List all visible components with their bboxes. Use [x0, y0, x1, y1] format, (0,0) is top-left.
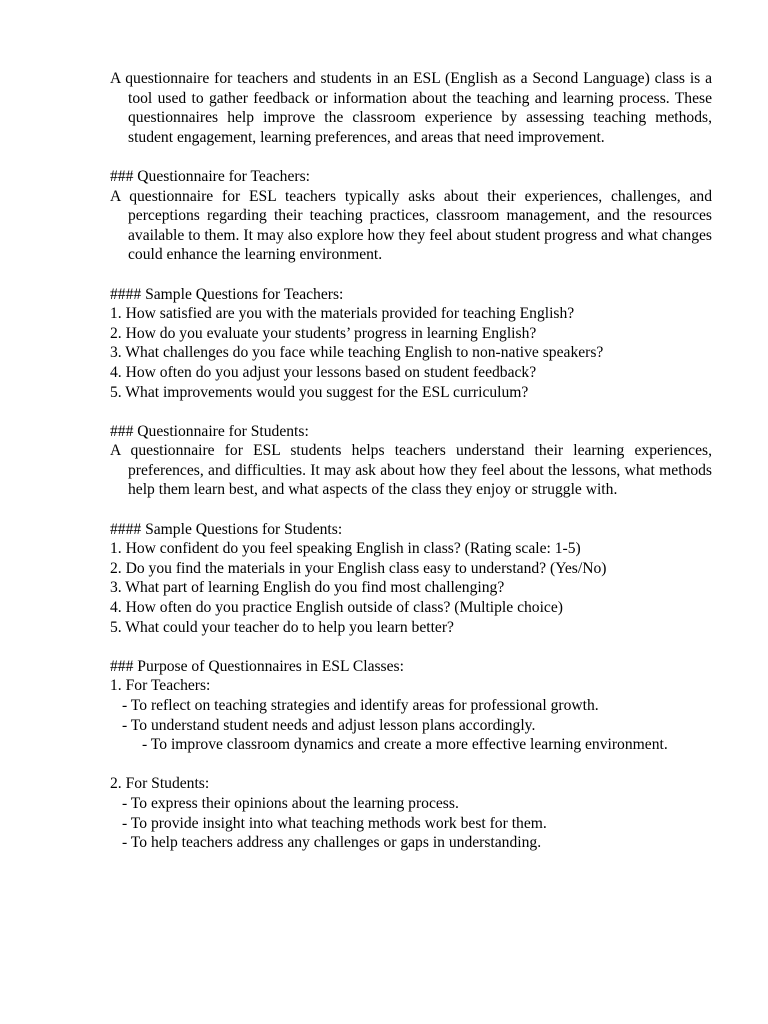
students-section-heading: ### Questionnaire for Students: [110, 422, 309, 440]
purpose-students-item: - To help teachers address any challenges or gaps in understanding. [122, 834, 542, 852]
teacher-questions-heading: #### Sample Questions for Teachers: [110, 285, 344, 303]
purpose-teachers-item: - To understand student needs and adjust lesson plans accordingly. [122, 716, 536, 734]
document-page [110, 69, 712, 853]
student-question-item: 5. What could your teacher do to help you learn better? [110, 618, 454, 636]
spacer [110, 402, 712, 422]
spacer [110, 265, 712, 285]
purpose-teachers-label: 1. For Teachers: [110, 677, 211, 695]
spacer [110, 147, 712, 167]
spacer [110, 637, 712, 657]
teacher-question-item: 2. How do you evaluate your students’ progress in learning English? [110, 324, 537, 342]
teachers-section-heading: ### Questionnaire for Teachers: [110, 167, 310, 185]
intro-paragraph: A questionnaire for teachers and students in an ESL (English as a Second Language) class is a tool used to gather feedback or information about the teaching and learning process. These questionnaires help improve the classroom experience by assessing teaching methods, student engagement, learning preferences, and areas that need improvement. [110, 70, 712, 146]
purpose-heading: ### Purpose of Questionnaires in ESL Classes: [110, 657, 404, 675]
students-section-description: A questionnaire for ESL students helps teachers understand their learning experiences, preferences, and difficulties. It may ask about how they feel about the lessons, what methods help them learn best, and what aspects of the class they enjoy or struggle with. [110, 442, 712, 499]
student-question-item: 2. Do you find the materials in your English class easy to understand? (Yes/No) [110, 559, 607, 577]
purpose-students-item: - To provide insight into what teaching methods work best for them. [122, 814, 547, 832]
teachers-section-description: A questionnaire for ESL teachers typically asks about their experiences, challenges, and perceptions regarding their teaching practices, classroom management, and the resources available to them. It may also explore how they feel about student progress and what changes could enhance the learning environment. [110, 187, 712, 264]
purpose-teachers-item: - To reflect on teaching strategies and identify areas for professional growth. [122, 697, 599, 714]
purpose-students-item: - To express their opinions about the learning process. [122, 794, 459, 812]
spacer [110, 755, 712, 775]
teacher-question-item: 1. How satisfied are you with the materials provided for teaching English? [110, 305, 575, 323]
purpose-students-label: 2. For Students: [110, 775, 210, 793]
student-question-item: 4. How often do you practice English outside of class? (Multiple choice) [110, 599, 563, 617]
teacher-question-item: 3. What challenges do you face while teaching English to non-native speakers? [110, 344, 604, 362]
teacher-question-item: 5. What improvements would you suggest for the ESL curriculum? [110, 383, 529, 401]
spacer [110, 500, 712, 520]
purpose-teachers-item: - To improve classroom dynamics and create a more effective learning environment. [142, 736, 668, 754]
student-questions-heading: #### Sample Questions for Students: [110, 520, 343, 538]
student-question-item: 3. What part of learning English do you find most challenging? [110, 579, 505, 597]
student-question-item: 1. How confident do you feel speaking English in class? (Rating scale: 1-5) [110, 540, 581, 558]
teacher-question-item: 4. How often do you adjust your lessons based on student feedback? [110, 363, 537, 381]
